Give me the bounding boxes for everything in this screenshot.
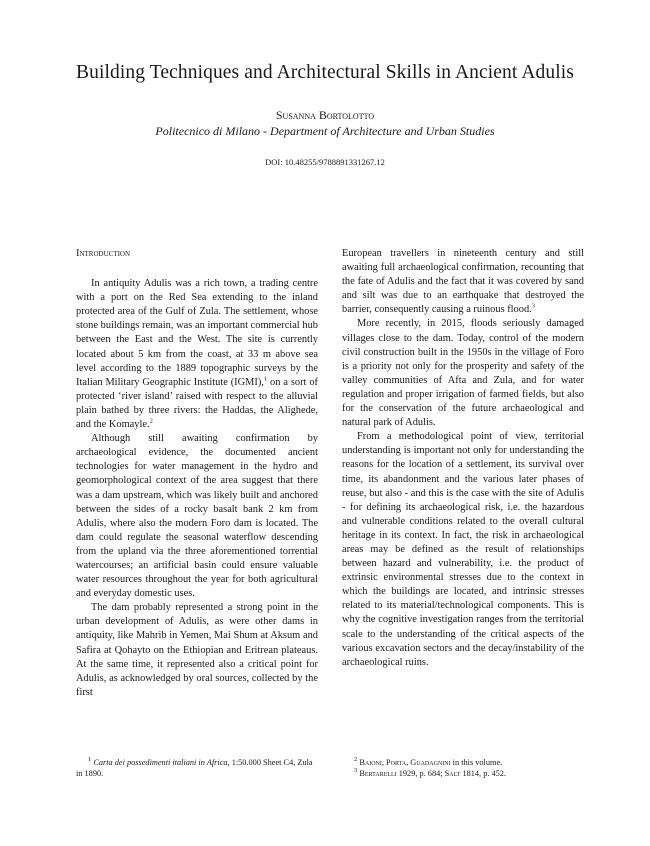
left-column bbox=[76, 247, 318, 700]
footnote-author: Bertarelli bbox=[359, 769, 397, 779]
section-heading-introduction: Introduction bbox=[76, 248, 131, 259]
paragraph-text: In antiquity Adulis was a rich town, a trading centre with a port on the Red Sea extending to the inland protected area of the Gulf of Zula. The settlement, whose stone buildings remain, was an important commercial hub between the East and the West. The site is currently located about 5 km from the coast, at 33 m above sea level according to the 1889 topographic surveys by the Italian Military Geographic Institute (IGMI), bbox=[76, 278, 318, 388]
paragraph-text: European travellers in nineteenth century and still awaiting full archaeological confirmation, recounting that the fate of Adulis and the fact that it was covered by sand and silt was due to an earthquake that destroyed the barrier, consequently causing a ruinous flood. bbox=[342, 248, 584, 316]
footnote-author: Salt bbox=[444, 769, 461, 779]
paragraph bbox=[76, 277, 318, 432]
footnote-2 bbox=[342, 757, 584, 768]
paragraph: The dam probably represented a strong point in the urban development of Adulis, as were other dams in antiquity, like Mahrib in Yemen, Mai Shum at Aksum and Safira at Qohayto on the Ethiopian and Eritrean plateaus. At the same time, it represented also a critical point for Adulis, as acknowledged by oral sources, collected by the first bbox=[76, 602, 318, 698]
footnote-authors: Baioni, Porta, Guadagnini bbox=[359, 758, 451, 767]
footnote-marker[interactable]: 3 bbox=[531, 302, 535, 310]
footnote-text: in this volume. bbox=[450, 758, 503, 767]
paragraph: More recently, in 2015, floods seriously damaged villages close to the dam. Today, control of the modern civil construction built in the 1950s in the village of Foro is a priority not only for the prosperity and safety of the valley communities of Afta and Zula, and for water regulation and proper irrigation of farmed fields, but also for the conservation of the future archaeological and natural park of Adulis. bbox=[342, 318, 584, 429]
footnote-source-title: Carta dei possedimenti italiani in Africa bbox=[93, 758, 228, 767]
author-affiliation: Politecnico di Milano - Department of Architecture and Urban Studies bbox=[155, 124, 495, 138]
paragraph-text: on a sort of protected ‘river island’ raised with respect to the alluvial plain bathed by three rivers: the Haddas, the Alighede, and the Komayle. bbox=[76, 376, 319, 431]
footnotes-left bbox=[76, 757, 318, 779]
paragraph bbox=[342, 247, 584, 317]
footnote-text: , 1:50.000 Sheet C4, Zula in 1890. bbox=[76, 758, 313, 779]
footnote-marker[interactable]: 2 bbox=[149, 417, 153, 425]
paragraph: From a methodological point of view, territorial understanding is important not only for understanding the reasons for the location of a settlement, its survival over time, its abandonment and the various later phases of reuse, but also - and this is the case with the site of Adulis - for defining its archaeological risk, i.e. the hazardous and vulnerable conditions related to the overall cultural heritage in its context. In fact, the risk in archaeological areas may be defined as the result of relationships between hazard and vulnerability, i.e. the product of extrinsic environmental stresses due to the context in which the buildings are located, and intrinsic stresses related to its material/technological components. This is why the cognitive investigation ranges from the territorial scale to the understanding of the critical aspects of the various excavation sectors and the decay/instability of the archaeological ruins. bbox=[342, 431, 584, 668]
footnotes-right bbox=[342, 757, 584, 779]
footnote-number: 2 bbox=[354, 756, 358, 764]
footnote-text: 1814, p. 452. bbox=[460, 769, 507, 779]
paragraph: Although still awaiting confirmation by archaeological evidence, the documented ancient technologies for water management in the hydro and geomorphological context of the area suggest that there was a dam upstream, which was likely built and anchored between the sides of a rocky basalt bank 2 km from Adulis, where also the modern Foro dam is located. The dam could regulate the seasonal waterflow descending from the upland via the three aforementioned torrential watercourses; an artificial basin could ensure valuable water resources throughout the year for both agricultural and everyday domestic uses. bbox=[76, 433, 318, 600]
doi-line: DOI: 10.48255/9788891331267.12 bbox=[265, 157, 385, 167]
right-column bbox=[342, 247, 584, 670]
paper-title: Building Techniques and Architectural Skills in Ancient Adulis bbox=[76, 62, 574, 83]
footnote-number: 3 bbox=[354, 767, 358, 775]
footnote-number: 1 bbox=[88, 756, 92, 764]
footnote-marker[interactable]: 1 bbox=[263, 375, 268, 383]
author-name: Susanna Bortolotto bbox=[275, 108, 375, 122]
footnote-text: 1929, p. 684; bbox=[396, 769, 445, 779]
footnote-1 bbox=[76, 757, 318, 779]
footnote-3 bbox=[342, 768, 584, 779]
